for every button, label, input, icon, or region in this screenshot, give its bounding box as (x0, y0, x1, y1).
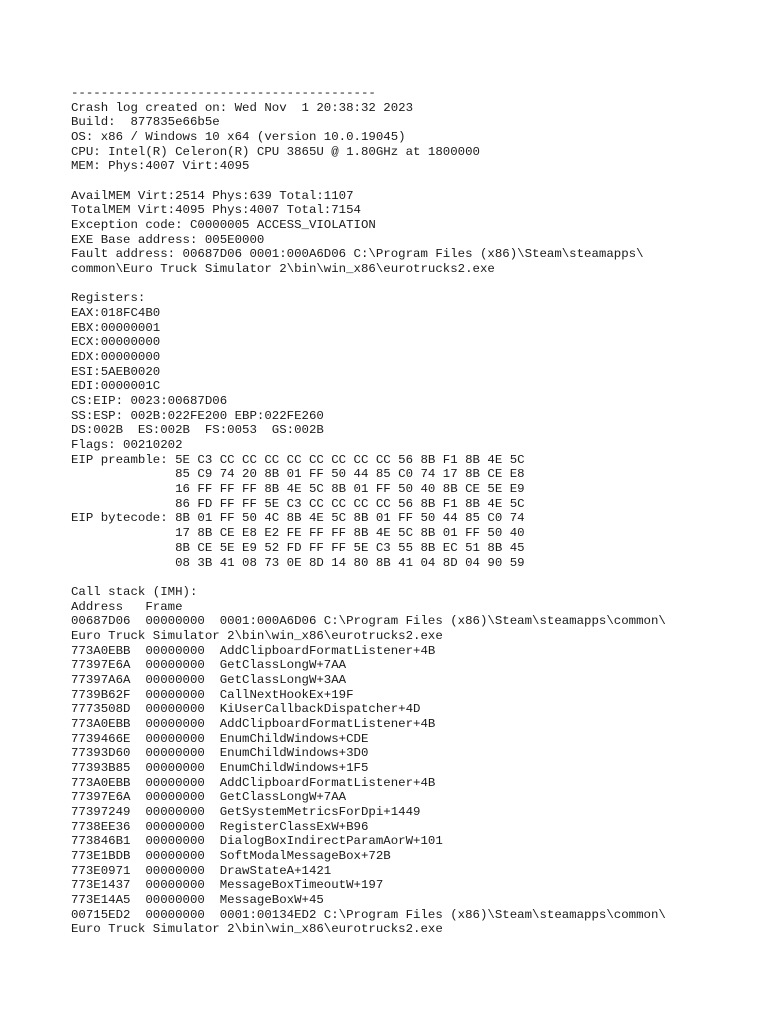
log-line: 8B CE 5E E9 52 FD FF FF 5E C3 55 8B EC 51 8B 45 (71, 540, 525, 555)
log-line: DS:002B ES:002B FS:0053 GS:002B (71, 423, 324, 438)
log-line: 85 C9 74 20 8B 01 FF 50 44 85 C0 74 17 8B CE E8 (71, 467, 525, 482)
log-line: Exception code: C0000005 ACCESS_VIOLATION (71, 218, 376, 233)
log-line: 77397E6A 00000000 GetClassLongW+7AA (71, 790, 347, 805)
log-line: Crash log created on: Wed Nov 1 20:38:32 2023 (71, 100, 414, 115)
log-line: 773E1BDB 00000000 SoftModalMessageBox+72B (71, 848, 391, 863)
log-line: EDX:00000000 (71, 350, 161, 365)
log-line: 773E0971 00000000 DrawStateA+1421 (71, 863, 332, 878)
log-line: Build: 877835e66b5e (71, 115, 220, 130)
log-line: 08 3B 41 08 73 0E 8D 14 80 8B 41 04 8D 04 90 59 (71, 555, 525, 570)
log-line: EIP bytecode: 8B 01 FF 50 4C 8B 4E 5C 8B 01 FF 50 44 85 C0 74 (71, 511, 525, 526)
log-line (71, 174, 666, 189)
log-line: EDI:0000001C (71, 379, 161, 394)
log-line: 00715ED2 00000000 0001:00134ED2 C:\Program Files (x86)\Steam\steamapps\common\ (71, 907, 666, 922)
log-line: MEM: Phys:4007 Virt:4095 (71, 159, 250, 174)
log-line: 7738EE36 00000000 RegisterClassExW+B96 (71, 819, 369, 834)
log-line: 77397A6A 00000000 GetClassLongW+3AA (71, 672, 347, 687)
log-line: Address Frame (71, 599, 183, 614)
log-line: 773E1437 00000000 MessageBoxTimeoutW+197 (71, 878, 384, 893)
log-line: 77397E6A 00000000 GetClassLongW+7AA (71, 658, 347, 673)
log-line: AvailMEM Virt:2514 Phys:639 Total:1107 (71, 188, 354, 203)
log-line: ECX:00000000 (71, 335, 161, 350)
log-line: Fault address: 00687D06 0001:000A6D06 C:\Program Files (x86)\Steam\steamapps\ (71, 247, 644, 262)
log-line: 00687D06 00000000 0001:000A6D06 C:\Program Files (x86)\Steam\steamapps\common\ (71, 614, 666, 629)
log-line: 17 8B CE E8 E2 FE FF FF 8B 4E 5C 8B 01 FF 50 40 (71, 526, 525, 541)
log-line: EXE Base address: 005E0000 (71, 232, 265, 247)
log-line: 773846B1 00000000 DialogBoxIndirectParamAorW+101 (71, 834, 443, 849)
log-line: Call stack (IMH): (71, 584, 198, 599)
log-line: EAX:018FC4B0 (71, 306, 161, 321)
log-line: EIP preamble: 5E C3 CC CC CC CC CC CC CC CC 56 8B F1 8B 4E 5C (71, 452, 525, 467)
log-line: TotalMEM Virt:4095 Phys:4007 Total:7154 (71, 203, 361, 218)
log-line: 773A0EBB 00000000 AddClipboardFormatListener+4B (71, 643, 436, 658)
log-line: ESI:5AEB0020 (71, 364, 161, 379)
log-line: 77393D60 00000000 EnumChildWindows+3D0 (71, 746, 369, 761)
log-line: 773A0EBB 00000000 AddClipboardFormatListener+4B (71, 775, 436, 790)
crash-log-text (71, 86, 666, 937)
log-line: CPU: Intel(R) Celeron(R) CPU 3865U @ 1.80GHz at 1800000 (71, 144, 480, 159)
log-line: CS:EIP: 0023:00687D06 (71, 394, 228, 409)
log-line: Flags: 00210202 (71, 438, 183, 453)
log-line (71, 277, 666, 292)
log-line (71, 570, 666, 585)
log-line: common\Euro Truck Simulator 2\bin\win_x86\eurotrucks2.exe (71, 262, 495, 277)
log-line: Euro Truck Simulator 2\bin\win_x86\eurotrucks2.exe (71, 922, 443, 937)
log-line: Registers: (71, 291, 146, 306)
log-line: SS:ESP: 002B:022FE200 EBP:022FE260 (71, 408, 324, 423)
log-line: EBX:00000001 (71, 320, 161, 335)
log-line: 7773508D 00000000 KiUserCallbackDispatcher+4D (71, 702, 421, 717)
log-line: Euro Truck Simulator 2\bin\win_x86\eurotrucks2.exe (71, 628, 443, 643)
log-line: 7739466E 00000000 EnumChildWindows+CDE (71, 731, 369, 746)
log-line: 77393B85 00000000 EnumChildWindows+1F5 (71, 760, 369, 775)
log-line: ----------------------------------------- (71, 86, 376, 100)
log-line: 16 FF FF FF 8B 4E 5C 8B 01 FF 50 40 8B CE 5E E9 (71, 482, 525, 497)
log-line: 77397249 00000000 GetSystemMetricsForDpi+1449 (71, 804, 421, 819)
log-line: 773A0EBB 00000000 AddClipboardFormatListener+4B (71, 716, 436, 731)
log-line: OS: x86 / Windows 10 x64 (version 10.0.19045) (71, 130, 406, 145)
log-line: 86 FD FF FF 5E C3 CC CC CC CC 56 8B F1 8B 4E 5C (71, 496, 525, 511)
log-line: 7739B62F 00000000 CallNextHookEx+19F (71, 687, 354, 702)
log-line: 773E14A5 00000000 MessageBoxW+45 (71, 892, 324, 907)
